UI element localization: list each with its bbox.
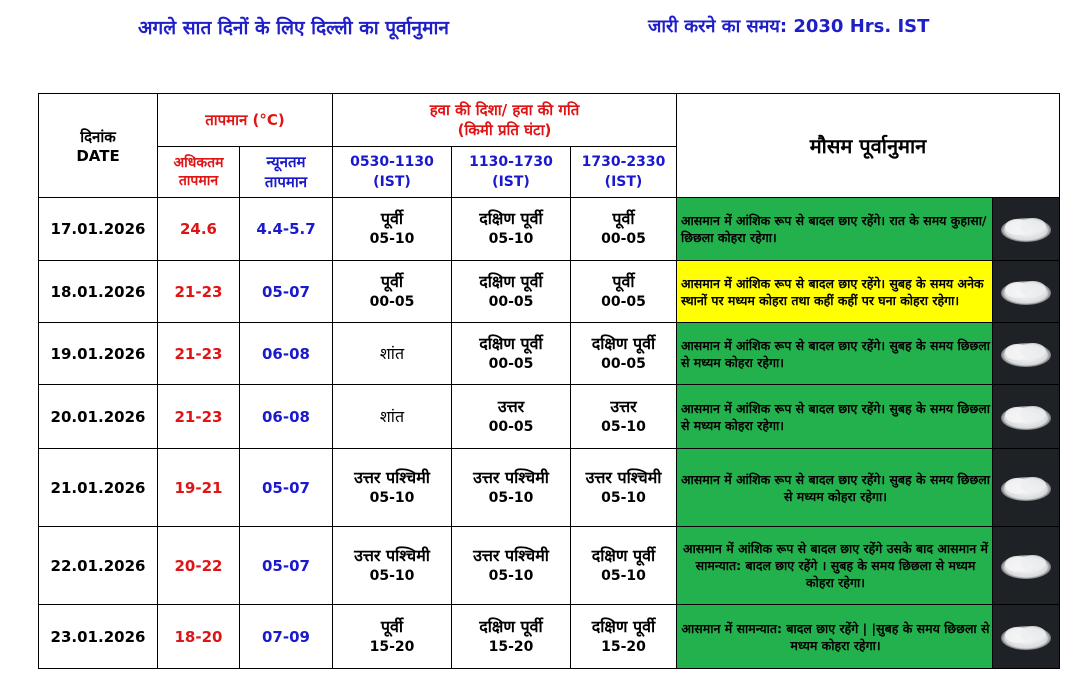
slot3-ist: (IST)	[604, 174, 643, 190]
min-temp-cell: 05-07	[240, 527, 333, 605]
wind-direction: उत्तर पश्चिमी	[473, 467, 549, 487]
cloud-icon	[997, 620, 1055, 654]
wind-direction: उत्तर पश्चिमी	[473, 545, 549, 565]
wind-direction: दक्षिण पूर्वी	[479, 209, 543, 228]
min-temp-cell: 07-09	[240, 605, 333, 669]
wind-cell-w2	[452, 605, 571, 669]
table-row	[39, 261, 1060, 323]
wind-speed: 00-05	[369, 293, 415, 310]
wind-speed: 05-10	[601, 489, 646, 506]
wind-speed: 00-05	[488, 293, 534, 310]
wind-speed: 05-10	[488, 231, 534, 247]
wind-direction: उत्तर	[497, 396, 525, 416]
wind-direction: पूर्वी	[612, 271, 635, 291]
forecast-text: आसमान में सामन्यात: बादल छाए रहेंगे | |सुबह के समय छिछला से मध्यम कोहरा रहेगा।	[677, 605, 993, 669]
wind-speed: 00-05	[488, 355, 534, 372]
max-temp-cell: 19-21	[158, 449, 240, 527]
wind-speed: 05-10	[488, 567, 534, 584]
date-header	[39, 94, 158, 198]
date-cell: 21.01.2026	[39, 449, 158, 527]
wind-cell-w2	[452, 527, 571, 605]
table-row	[39, 198, 1060, 261]
wind-header	[333, 94, 677, 147]
cloud-icon	[997, 549, 1055, 583]
wind-speed: 05-10	[369, 567, 415, 584]
table-row	[39, 323, 1060, 385]
forecast-text: आसमान में आंशिक रूप से बादल छाए रहेंगे। सुबह के समय छिछला से मध्यम कोहरा रहेगा।	[677, 449, 993, 527]
wind-cell-w1	[333, 198, 452, 261]
min-temp-cell: 05-07	[240, 261, 333, 323]
max-temp-cell: 18-20	[158, 605, 240, 669]
wind-cell-w3	[571, 449, 677, 527]
max-temp-cell: 21-23	[158, 385, 240, 449]
forecast-text: आसमान में आंशिक रूप से बादल छाए रहेंगे। रात के समय कुहासा/छिछला कोहरा रहेगा।	[677, 198, 993, 261]
wind-cell-w3	[571, 385, 677, 449]
wind-speed: 00-05	[601, 355, 646, 372]
wind-cell-w1	[333, 449, 452, 527]
min-temp-header-line1: न्यूनतम	[266, 153, 306, 171]
wind-direction: दक्षिण पूर्वी	[479, 616, 543, 636]
wind-cell-w3	[571, 527, 677, 605]
wind-speed: 15-20	[369, 638, 415, 655]
date-cell: 23.01.2026	[39, 605, 158, 669]
table-row	[39, 385, 1060, 449]
max-temp-cell: 20-22	[158, 527, 240, 605]
slot1-ist: (IST)	[373, 174, 411, 190]
wind-cell-w3	[571, 323, 677, 385]
wind-direction: पूर्वी	[380, 209, 404, 228]
wind-speed: 15-20	[488, 638, 534, 655]
wind-direction: पूर्वी	[380, 616, 404, 636]
min-temp-cell: 06-08	[240, 385, 333, 449]
forecast-text: आसमान में आंशिक रूप से बादल छाए रहेंगे उसके बाद आसमान में सामन्यात: बादल छाए रहेंगे । सुबह के समय छिछला से मध्यम कोहरा रहेगा।	[677, 527, 993, 605]
weather-image-cell	[993, 198, 1060, 261]
cloud-icon	[997, 275, 1055, 309]
wind-direction: शांत	[379, 343, 405, 363]
issue-time: जारी करने का समय: 2030 Hrs. IST	[648, 16, 930, 37]
wind-direction: उत्तर पश्चिमी	[585, 467, 662, 487]
date-cell: 19.01.2026	[39, 323, 158, 385]
cloud-icon	[997, 212, 1055, 246]
min-temp-header	[240, 147, 333, 198]
wind-cell-w1	[333, 527, 452, 605]
wind-cell-w1	[333, 385, 452, 449]
temperature-header: तापमान (°C)	[158, 94, 333, 147]
max-temp-cell: 21-23	[158, 261, 240, 323]
forecast-text: आसमान में आंशिक रूप से बादल छाए रहेंगे। सुबह के समय छिछला से मध्यम कोहरा रहेगा।	[677, 385, 993, 449]
min-temp-cell: 06-08	[240, 323, 333, 385]
wind-cell-w2	[452, 261, 571, 323]
wind-direction: शांत	[379, 406, 405, 426]
table-row	[39, 527, 1060, 605]
min-temp-header-line2: तापमान	[264, 173, 308, 191]
wind-direction: उत्तर	[610, 396, 637, 416]
weather-image-cell	[993, 605, 1060, 669]
wind-speed: 00-05	[601, 293, 646, 310]
wind-cell-w1	[333, 261, 452, 323]
forecast-table	[38, 93, 1060, 669]
wind-direction: दक्षिण पूर्वी	[591, 616, 656, 636]
wind-direction: उत्तर पश्चिमी	[354, 545, 430, 565]
slot2-time: 1130-1730	[469, 154, 553, 170]
slot3-time: 1730-2330	[581, 154, 666, 170]
slot1-time: 0530-1130	[350, 154, 434, 170]
wind-speed: 05-10	[601, 567, 646, 584]
date-cell: 22.01.2026	[39, 527, 158, 605]
forecast-text: आसमान में आंशिक रूप से बादल छाए रहेंगे। सुबह के समय छिछला से मध्यम कोहरा रहेगा।	[677, 323, 993, 385]
forecast-header: मौसम पूर्वानुमान	[677, 94, 1060, 198]
max-temp-header-line2: तापमान	[178, 173, 219, 189]
cloud-icon	[997, 400, 1055, 434]
slot2-header	[452, 147, 571, 198]
cloud-icon	[997, 337, 1055, 371]
date-cell: 18.01.2026	[39, 261, 158, 323]
weather-image-cell	[993, 323, 1060, 385]
wind-speed: 05-10	[601, 418, 646, 435]
cloud-icon	[997, 471, 1055, 505]
wind-speed: 05-10	[369, 489, 415, 506]
weather-image-cell	[993, 449, 1060, 527]
date-header-hi: दिनांक	[80, 127, 116, 146]
table-row	[39, 605, 1060, 669]
wind-header-line2: (किमी प्रति घंटा)	[457, 121, 552, 139]
forecast-text: आसमान में आंशिक रूप से बादल छाए रहेंगे। सुबह के समय अनेक स्थानों पर मध्यम कोहरा तथा कहीं कहीं पर घना कोहरा रहेगा।	[677, 261, 993, 323]
max-temp-header-line1: अधिकतम	[173, 155, 224, 171]
date-cell: 20.01.2026	[39, 385, 158, 449]
slot3-header	[571, 147, 677, 198]
wind-direction: पूर्वी	[380, 271, 404, 291]
wind-speed: 00-05	[601, 231, 646, 247]
max-temp-cell: 21-23	[158, 323, 240, 385]
wind-cell-w3	[571, 605, 677, 669]
slot1-header	[333, 147, 452, 198]
wind-cell-w3	[571, 261, 677, 323]
wind-speed: 15-20	[601, 638, 646, 655]
wind-cell-w1	[333, 605, 452, 669]
wind-direction: पूर्वी	[612, 209, 635, 228]
date-header-en: DATE	[76, 146, 120, 165]
wind-header-line1: हवा की दिशा/ हवा की गति	[429, 101, 580, 119]
wind-cell-w1	[333, 323, 452, 385]
wind-speed: 05-10	[369, 231, 415, 247]
wind-cell-w2	[452, 198, 571, 261]
wind-cell-w2	[452, 323, 571, 385]
max-temp-cell: 24.6	[158, 198, 240, 261]
min-temp-cell: 05-07	[240, 449, 333, 527]
wind-cell-w3	[571, 198, 677, 261]
wind-direction: दक्षिण पूर्वी	[479, 333, 543, 353]
weather-image-cell	[993, 261, 1060, 323]
wind-cell-w2	[452, 449, 571, 527]
min-temp-cell: 4.4-5.7	[240, 198, 333, 261]
wind-direction: दक्षिण पूर्वी	[479, 271, 543, 291]
wind-direction: दक्षिण पूर्वी	[591, 333, 656, 353]
wind-speed: 00-05	[488, 418, 534, 435]
weather-image-cell	[993, 385, 1060, 449]
wind-direction: उत्तर पश्चिमी	[354, 467, 430, 487]
table-row	[39, 449, 1060, 527]
wind-speed: 05-10	[488, 489, 534, 506]
page-title: अगले सात दिनों के लिए दिल्ली का पूर्वानुमान	[138, 17, 449, 39]
wind-cell-w2	[452, 385, 571, 449]
slot2-ist: (IST)	[492, 174, 530, 190]
wind-direction: दक्षिण पूर्वी	[591, 545, 656, 565]
date-cell: 17.01.2026	[39, 198, 158, 261]
max-temp-header	[158, 147, 240, 198]
weather-image-cell	[993, 527, 1060, 605]
